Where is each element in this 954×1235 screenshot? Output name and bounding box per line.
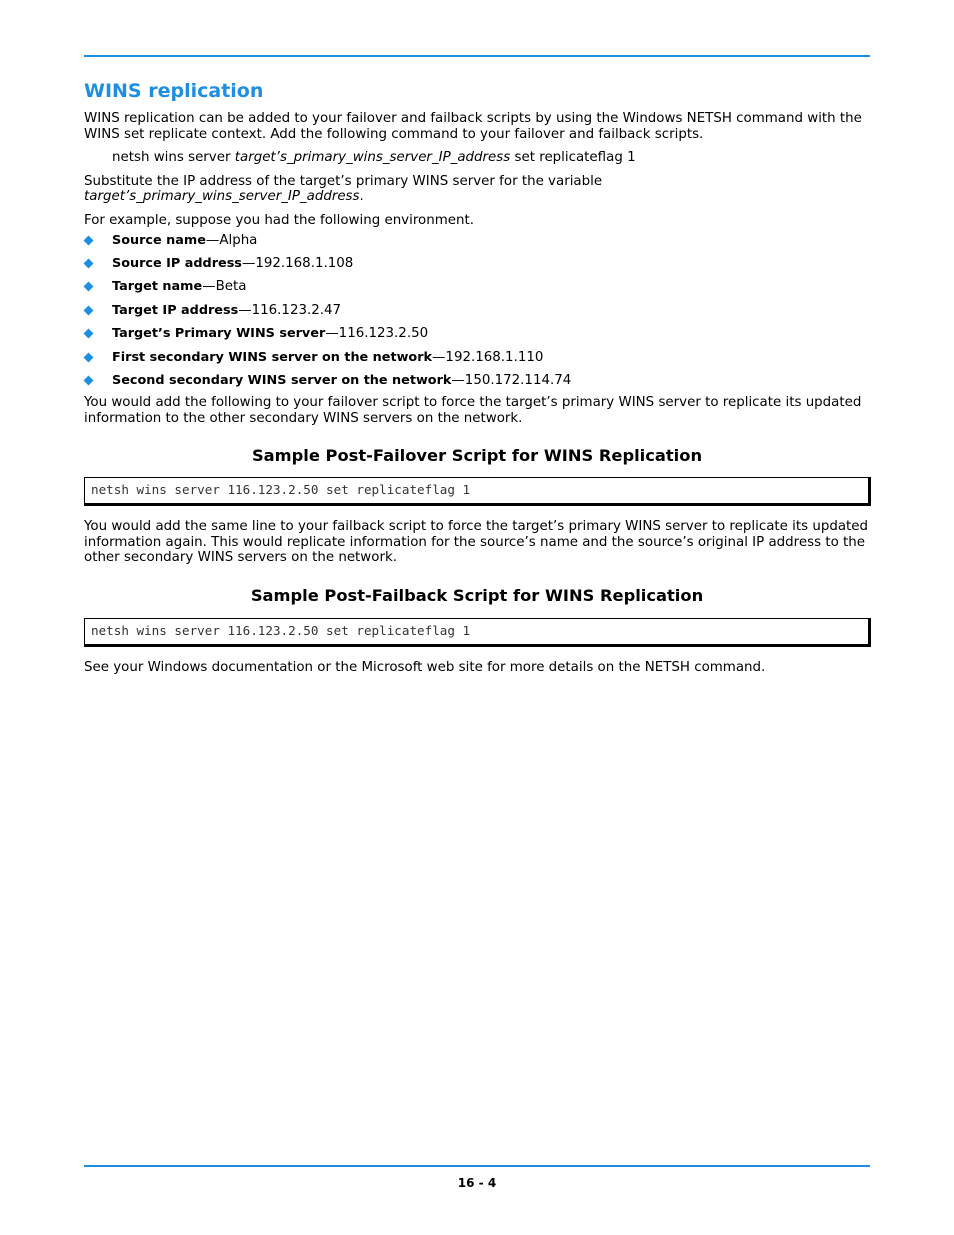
env-value: —116.123.2.47 xyxy=(238,302,342,318)
header-rule xyxy=(84,55,870,57)
env-label: Second secondary WINS server on the network xyxy=(112,372,452,388)
failback-code-box: netsh wins server 116.123.2.50 set replicateflag 1 xyxy=(84,618,871,647)
bullet-diamond-icon xyxy=(84,352,94,362)
substitute-variable: target’s_primary_wins_server_IP_address xyxy=(84,189,360,205)
env-value: —192.168.1.110 xyxy=(432,349,544,365)
list-item xyxy=(84,373,870,389)
env-label: Target IP address xyxy=(112,302,239,318)
list-item xyxy=(84,279,870,295)
substitute-end: . xyxy=(359,189,364,205)
list-item xyxy=(84,326,870,342)
command-suffix: set replicateflag 1 xyxy=(510,150,636,166)
substitute-paragraph xyxy=(84,174,870,205)
command-variable: target’s_primary_wins_server_IP_address xyxy=(234,150,511,166)
bullet-diamond-icon xyxy=(84,375,94,385)
closing-paragraph: See your Windows documentation or the Microsoft web site for more details on the NETSH command. xyxy=(84,659,766,675)
failover-code-box: netsh wins server 116.123.2.50 set replicateflag 1 xyxy=(84,477,871,506)
env-label: Source IP address xyxy=(112,255,242,271)
substitute-text: Substitute the IP address of the target’s primary WINS server for the variable xyxy=(84,173,603,189)
bullet-diamond-icon xyxy=(84,235,94,245)
env-label: Source name xyxy=(112,232,206,248)
environment-list xyxy=(84,233,870,389)
env-value: —Alpha xyxy=(205,232,258,248)
page-number: 16 - 4 xyxy=(457,1176,497,1190)
failover-paragraph: You would add the following to your failover script to force the target’s primary WINS server to replicate its updated information to the other secondary WINS servers on the network. xyxy=(84,394,862,426)
intro-paragraph: WINS replication can be added to your failover and failback scripts by using the Windows NETSH command with the WINS set replicate context. Add the following command to your failover and failback scripts. xyxy=(84,111,862,142)
list-item xyxy=(84,303,870,319)
list-item xyxy=(84,256,870,272)
env-value: —150.172.114.74 xyxy=(451,372,572,388)
failback-heading: Sample Post-Failback Script for WINS Replication xyxy=(250,585,704,605)
bullet-diamond-icon xyxy=(84,259,94,269)
failover-heading: Sample Post-Failover Script for WINS Replication xyxy=(251,446,703,466)
command-line xyxy=(84,150,870,166)
section-title: WINS replication xyxy=(84,80,264,102)
bullet-diamond-icon xyxy=(84,305,94,315)
list-item xyxy=(84,233,870,249)
env-value: —192.168.1.108 xyxy=(241,255,354,271)
list-item xyxy=(84,350,870,366)
failback-paragraph: You would add the same line to your failback script to force the target’s primary WINS server to replicate its updated information again. This would replicate information for the source’s name and the source’s original IP address to the other secondary WINS servers on the network. xyxy=(84,519,869,566)
command-prefix: netsh wins server xyxy=(112,150,235,166)
page-content xyxy=(84,78,870,675)
env-label: Target name xyxy=(112,279,203,295)
example-intro: For example, suppose you had the following environment. xyxy=(84,212,474,228)
bullet-diamond-icon xyxy=(84,282,94,292)
env-value: —116.123.2.50 xyxy=(325,326,429,342)
bullet-diamond-icon xyxy=(84,329,94,339)
env-value: —Beta xyxy=(202,279,247,295)
env-label: Target’s Primary WINS server xyxy=(112,326,326,342)
env-label: First secondary WINS server on the network xyxy=(112,349,433,365)
footer-rule xyxy=(84,1165,870,1167)
